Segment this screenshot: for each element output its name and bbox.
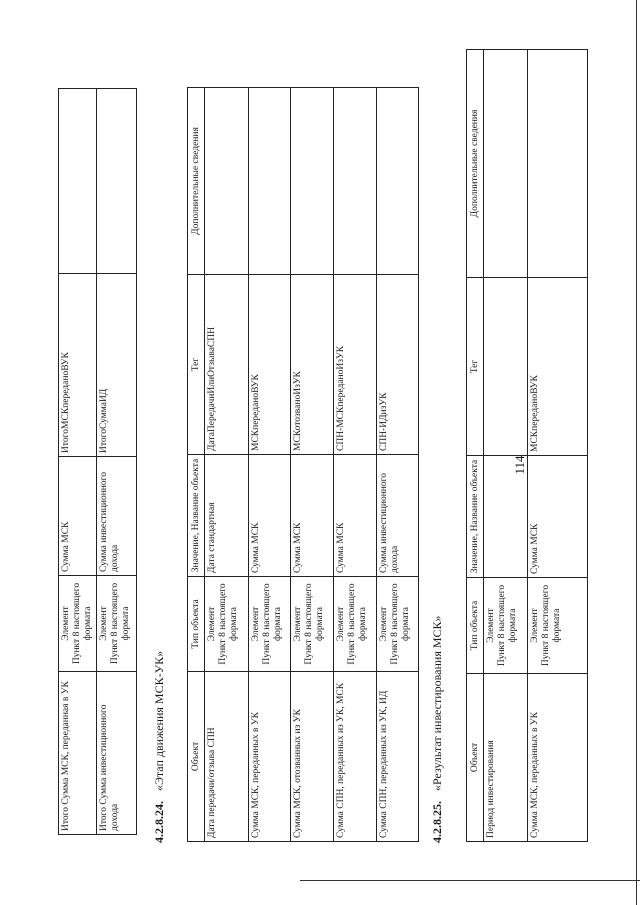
cell-object: Сумма СПН, переданных из УК, ИД bbox=[377, 672, 419, 842]
cell-type: Элемент Пункт 8 настоящего формата bbox=[377, 577, 419, 672]
cell-type: Элемент Пункт 8 настоящего формата bbox=[249, 577, 291, 672]
cell-type: Элемент Пункт 8 настоящего формата bbox=[291, 577, 334, 672]
table-row bbox=[249, 88, 291, 842]
cell-object: Сумма МСК, переданных в УК bbox=[528, 674, 588, 842]
header-object: Объект bbox=[188, 672, 205, 842]
cell-additional bbox=[96, 89, 136, 274]
cell-value: Сумма МСК bbox=[528, 456, 588, 578]
cell-value: Сумма МСК bbox=[334, 455, 377, 577]
cell-type: Элемент Пункт 8 настоящего формата bbox=[205, 577, 249, 672]
page-number: 114 bbox=[512, 455, 527, 475]
cell-tag: МСКпереданоВУК bbox=[249, 275, 291, 455]
table-row bbox=[59, 89, 97, 835]
cell-additional bbox=[59, 89, 97, 274]
header-tag: Тег bbox=[188, 275, 205, 455]
header-value: Значение, Название объекта bbox=[467, 456, 484, 578]
section-heading-4-2-8-25: 4.2.8.25.«Результат инвестирования МСК» bbox=[430, 615, 444, 843]
scan-edge-line bbox=[636, 0, 637, 905]
cell-value: Дата стандартная bbox=[205, 455, 249, 577]
cell-object: Итого Сумма МСК, переданная в УК bbox=[59, 672, 97, 835]
cell-value: Сумма инвестиционного дохода bbox=[96, 457, 136, 576]
cell-value bbox=[484, 456, 528, 578]
header-object: Объект bbox=[467, 674, 484, 842]
cell-tag: СПН-МСКпереданоИзУК bbox=[334, 275, 377, 455]
cell-additional bbox=[528, 50, 588, 278]
table-row bbox=[334, 88, 377, 842]
table-header-row bbox=[188, 88, 205, 842]
cell-additional bbox=[377, 88, 419, 275]
header-additional: Дополнительные сведения bbox=[188, 88, 205, 275]
cell-object: Сумма СПН, переданных из УК, МСК bbox=[334, 672, 377, 842]
cell-object: Сумма МСК, переданных в УК bbox=[249, 672, 291, 842]
cell-type: Элемент Пункт 8 настоящего формата bbox=[528, 578, 588, 674]
cell-tag: МСКпереданоВУК bbox=[528, 278, 588, 456]
cell-tag bbox=[484, 278, 528, 456]
cell-type: Элемент Пункт 8 настоящего формата bbox=[59, 576, 97, 672]
header-value: Значение, Название объекта bbox=[188, 455, 205, 577]
cell-object: Период инвестирования bbox=[484, 674, 528, 842]
cell-tag: СПН-ИДизУК bbox=[377, 275, 419, 455]
table-totals bbox=[58, 88, 137, 835]
cell-additional bbox=[291, 88, 334, 275]
header-tag: Тег bbox=[467, 278, 484, 456]
cell-tag: ДатаПередачиИлиОтзываСПН bbox=[205, 275, 249, 455]
table-row bbox=[484, 50, 528, 842]
cell-additional bbox=[484, 50, 528, 278]
table-row bbox=[291, 88, 334, 842]
cell-type: Элемент Пункт 8 настоящего формата bbox=[484, 578, 528, 674]
table-row bbox=[528, 50, 588, 842]
cell-object: Итого Сумма инвестиционного дохода bbox=[96, 672, 136, 835]
cell-type: Элемент Пункт 8 настоящего формата bbox=[334, 577, 377, 672]
cell-additional bbox=[205, 88, 249, 275]
section-heading-4-2-8-24: 4.2.8.24.«Этап движения МСК-УК» bbox=[152, 650, 166, 843]
cell-object: Сумма МСК, отозванных из УК bbox=[291, 672, 334, 842]
cell-tag: ИтогоМСКпереданоВУК bbox=[59, 274, 97, 457]
cell-tag: МСКотозваноИзУК bbox=[291, 275, 334, 455]
header-additional: Дополнительные сведения bbox=[467, 50, 484, 278]
cell-additional bbox=[249, 88, 291, 275]
cell-value: Сумма МСК bbox=[291, 455, 334, 577]
table-row bbox=[377, 88, 419, 842]
scan-edge-line bbox=[300, 880, 640, 881]
header-type: Тип объекта bbox=[188, 577, 205, 672]
table-stage-msk-uk bbox=[187, 87, 419, 842]
cell-value: Сумма МСК bbox=[59, 457, 97, 576]
table-row bbox=[205, 88, 249, 842]
cell-type: Элемент Пункт 8 настоящего формата bbox=[96, 576, 136, 672]
cell-object: Дата передачи/отзыва СПН bbox=[205, 672, 249, 842]
cell-tag: ИтогоСуммаИД bbox=[96, 274, 136, 457]
header-type: Тип объекта bbox=[467, 578, 484, 674]
table-header-row bbox=[467, 50, 484, 842]
table-row bbox=[96, 89, 136, 835]
table-investment-result bbox=[466, 49, 588, 842]
cell-value: Сумма МСК bbox=[249, 455, 291, 577]
cell-additional bbox=[334, 88, 377, 275]
cell-value: Сумма инвестиционного дохода bbox=[377, 455, 419, 577]
